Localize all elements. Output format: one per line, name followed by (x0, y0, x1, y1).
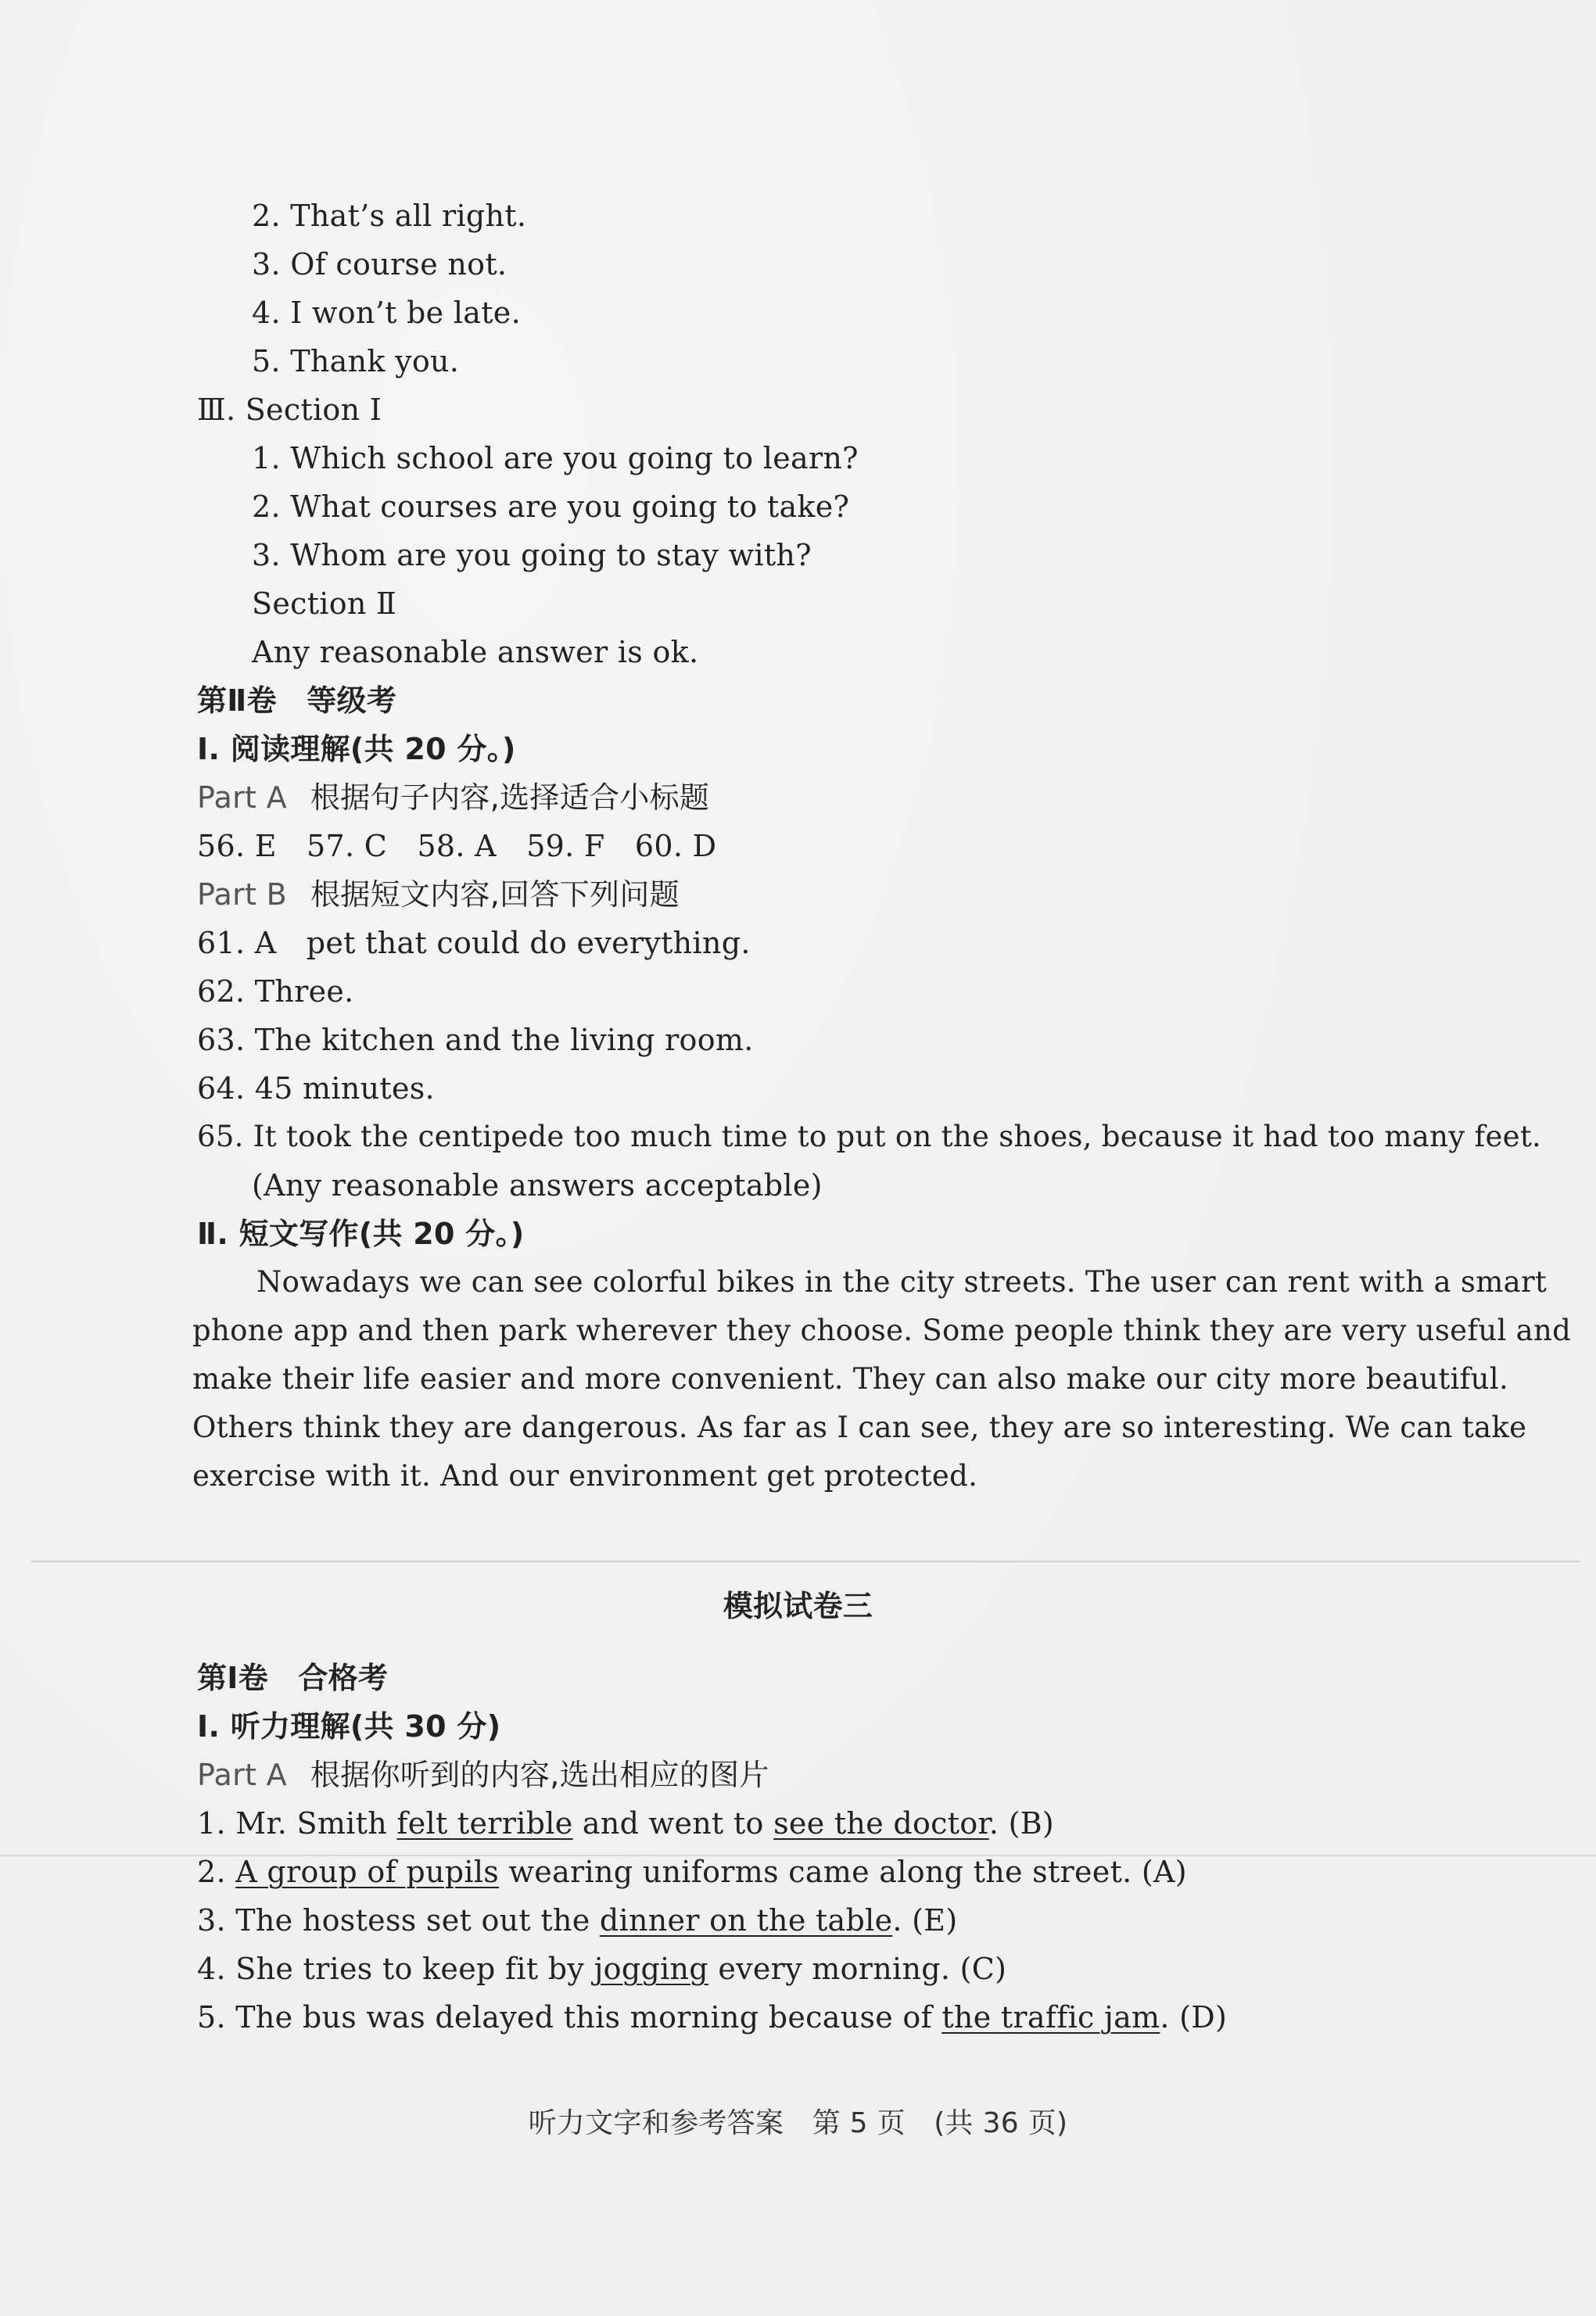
part-instruction: 根据你听到的内容,选出相应的图片 (310, 1758, 769, 1792)
item-number: 2. (197, 1855, 236, 1889)
underlined-phrase: the traffic jam (941, 2000, 1160, 2035)
item-number: 1. (197, 1806, 236, 1841)
essay-line: exercise with it. And our environment get protected. (192, 1459, 978, 1493)
underlined-phrase: dinner on the table (599, 1903, 893, 1938)
item-text: Mr. Smith (235, 1806, 397, 1841)
underlined-phrase: jogging (594, 1952, 708, 1986)
underlined-phrase: felt terrible (396, 1806, 573, 1841)
answer-line: Any reasonable answer is ok. (252, 635, 699, 669)
item-number: 5. (197, 2000, 236, 2035)
part-a-heading (197, 779, 709, 816)
listening-header: Ⅰ. 听力理解(共 30 分) (197, 1709, 501, 1744)
question-line: 3. Whom are you going to stay with? (252, 538, 812, 572)
item-text: wearing uniforms came along the street. (A) (499, 1855, 1187, 1889)
item-text: The hostess set out the (235, 1903, 600, 1938)
part-a-heading (197, 1756, 769, 1794)
essay-line: Nowadays we can see colorful bikes in the city streets. The user can rent with a smart (256, 1265, 1548, 1299)
question-line: 1. Which school are you going to learn? (252, 441, 859, 475)
essay-line: Others think they are dangerous. As far as I can see, they are so interesting. We can take (192, 1411, 1527, 1444)
item-text: The bus was delayed this morning because of (235, 2000, 942, 2035)
section-header: Ⅲ. Section Ⅰ (197, 393, 382, 427)
item-text: every morning. (C) (708, 1952, 1007, 1986)
item-text: . (E) (892, 1903, 958, 1938)
part-instruction: 根据短文内容,回答下列问题 (310, 877, 680, 912)
listening-item (197, 1853, 1187, 1891)
answer-line: 61. A pet that could do everything. (197, 926, 751, 960)
answer-note: (Any reasonable answers acceptable) (252, 1168, 823, 1203)
item-text: She tries to keep fit by (235, 1952, 594, 1986)
answer-line: 4. I won’t be late. (252, 296, 521, 330)
listening-item (197, 1902, 957, 1939)
section-title: 模拟试卷三 (723, 1589, 873, 1623)
answer-line: 63. The kitchen and the living room. (197, 1023, 754, 1057)
listening-item (197, 1999, 1227, 2036)
item-number: 4. (197, 1952, 236, 1986)
part-instruction: 根据句子内容,选择适合小标题 (310, 780, 710, 815)
item-text: . (D) (1160, 2000, 1228, 2035)
essay-line: phone app and then park wherever they choose. Some people think they are very useful and (192, 1314, 1572, 1347)
listening-item (197, 1805, 1054, 1842)
page-footer: 听力文字和参考答案 第 5 页 (共 36 页) (528, 2107, 1068, 2139)
underlined-phrase: see the doctor (773, 1806, 989, 1841)
part-label: Part B (197, 877, 287, 912)
listening-item (197, 1950, 1006, 1988)
part-label: Part A (197, 780, 287, 815)
item-text: and went to (572, 1806, 774, 1841)
writing-header: Ⅱ. 短文写作(共 20 分。) (197, 1217, 525, 1251)
section-label: Section Ⅱ (252, 586, 397, 621)
part-label: Part A (197, 1758, 287, 1792)
underlined-phrase: A group of pupils (235, 1855, 500, 1889)
part-b-heading (197, 876, 680, 913)
answer-line: 56. E 57. C 58. A 59. F 60. D (197, 829, 717, 863)
answer-line: 5. Thank you. (252, 344, 460, 378)
question-line: 2. What courses are you going to take? (252, 489, 850, 524)
answer-line: 2. That’s all right. (252, 199, 527, 233)
answer-line: 3. Of course not. (252, 247, 507, 281)
volume-title: 第Ⅱ卷 等级考 (197, 683, 397, 718)
reading-header: Ⅰ. 阅读理解(共 20 分。) (197, 732, 516, 766)
answer-line: 65. It took the centipede too much time to put on the shoes, because it had too many feet. (197, 1120, 1542, 1153)
volume-title: 第Ⅰ卷 合格考 (197, 1661, 389, 1695)
item-text: . (B) (988, 1806, 1055, 1841)
essay-line: make their life easier and more convenient. They can also make our city more beautiful. (192, 1362, 1509, 1396)
answer-line: 64. 45 minutes. (197, 1071, 435, 1106)
divider (31, 1561, 1580, 1562)
answer-line: 62. Three. (197, 974, 354, 1009)
item-number: 3. (197, 1903, 236, 1938)
